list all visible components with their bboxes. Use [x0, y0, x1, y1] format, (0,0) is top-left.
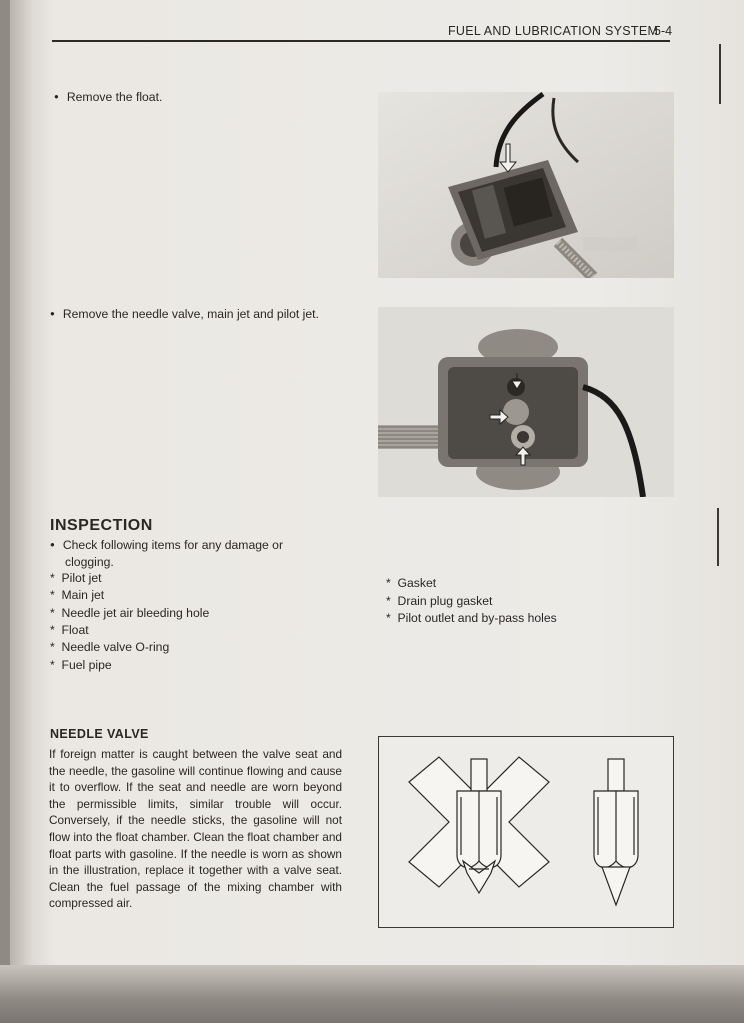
needle-valve-heading: NEEDLE VALVE: [50, 727, 149, 741]
photo-needle-valve-jets: [378, 307, 674, 497]
page-number: 5-4: [654, 24, 673, 38]
needle-wear-diagram: [379, 737, 673, 927]
checklist-item-text: Float: [61, 623, 89, 637]
header-rule: [52, 40, 670, 42]
checklist-item: * Pilot outlet and by-pass holes: [386, 611, 557, 625]
checklist-item-text: Pilot outlet and by-pass holes: [397, 611, 557, 625]
photo-float-removal: [378, 92, 674, 278]
checklist-item: * Needle jet air bleeding hole: [50, 606, 210, 620]
carburetor-bottom-photo: [378, 307, 674, 497]
section-title: FUEL AND LUBRICATION SYSTEM: [448, 24, 659, 38]
carburetor-photo: [378, 92, 674, 278]
inspection-intro-text: Check following items for any damage or: [62, 538, 283, 552]
step-text: Remove the needle valve, main jet and pilot jet.: [62, 307, 319, 321]
page-edge-shadow: [0, 965, 744, 1023]
checklist-item: * Needle valve O-ring: [50, 640, 170, 654]
step-remove-float: [54, 89, 162, 107]
inspection-heading: INSPECTION: [50, 517, 153, 534]
inspection-intro: [50, 537, 283, 555]
checklist-item-text: Main jet: [61, 588, 105, 602]
checklist-item-text: Fuel pipe: [61, 658, 112, 672]
checklist-item: * Float: [50, 623, 89, 637]
inspection-intro-cont: clogging.: [65, 555, 114, 569]
margin-mark-top: [719, 44, 721, 104]
margin-mark-bottom: [717, 508, 719, 566]
checklist-item: * Fuel pipe: [50, 658, 112, 672]
checklist-item-text: Needle jet air bleeding hole: [61, 606, 210, 620]
checklist-item: * Main jet: [50, 588, 105, 602]
checklist-item: * Pilot jet: [50, 571, 102, 585]
checklist-item-text: Drain plug gasket: [397, 594, 493, 608]
checklist-item-text: Gasket: [397, 576, 437, 590]
checklist-item: * Gasket: [386, 576, 437, 590]
step-remove-needle-valve: [50, 306, 319, 324]
needle-valve-illustration: [378, 736, 674, 928]
checklist-item: * Drain plug gasket: [386, 594, 493, 608]
checklist-item-text: Pilot jet: [61, 571, 102, 585]
checklist-item-text: Needle valve O-ring: [61, 640, 170, 654]
needle-valve-body: If foreign matter is caught between the valve seat and the needle, the gasoline will continue flowing and cause it to overflow. If the seat and needle are worn beyond the permissible limits, similar trouble will occur. Conversely, if the needle sticks, the gasoline will not flow into the float chamber. Clean the float chamber and float parts with gasoline. If the needle is worn as shown in the illustration, replace it together with a valve seat. Clean the fuel passage of the mixing chamber with compressed air.: [49, 747, 342, 911]
step-text: Remove the float.: [66, 90, 163, 104]
